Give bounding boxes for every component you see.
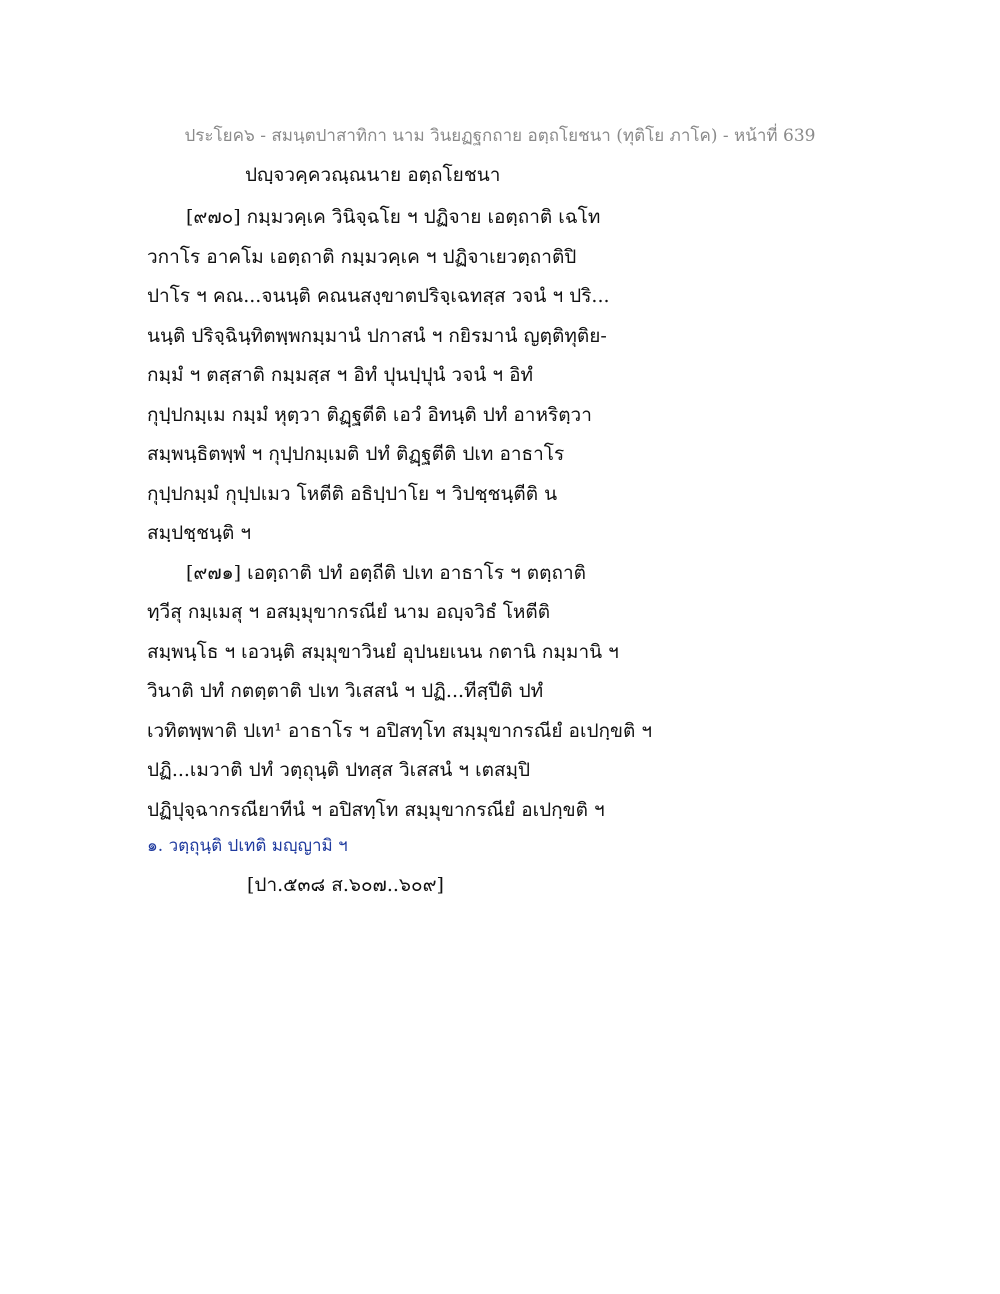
running-header: ประโยค๖ - สมนฺตปาสาทิกา นาม วินยฏฐกถาย อตฺถโยชนา (ทุติโย ภาโค) - หน้าที่ 639: [184, 126, 816, 146]
text-line: สมฺปชฺชนฺติ ฯ: [147, 522, 252, 544]
text-line: กุปฺปกมฺมํ กุปฺปเมว โหตีติ อธิปฺปาโย ฯ วิปชฺชนฺตีติ น: [147, 482, 558, 505]
text-line: สมฺพนฺโธ ฯ เอวนฺติ สมฺมุขาวินยํ อุปนยเนน กตานิ กมฺมานิ ฯ: [147, 640, 619, 663]
body-text: [147, 198, 667, 830]
text-line: กุปฺปกมฺเม กมฺมํ หุตฺวา ติฏฺฐตีติ เอวํ อิทนฺติ ปทํ อาหริตฺวา: [147, 403, 592, 426]
paragraph-970: [147, 198, 667, 554]
text-line: วินาติ ปทํ กตตฺตาติ ปเท วิเสสนํ ฯ ปฏิ...ทีสฺปีติ ปทํ: [147, 680, 544, 702]
text-line: ปาโร ฯ คณ...จนนฺติ คณนสงฺขาตปริจฺเฉทสฺส วจนํ ฯ ปริ...: [147, 285, 610, 307]
text-line: [๙๗๑] เอตฺถาติ ปทํ อตฺถีติ ปเท อาธาโร ฯ ตตฺถาติ: [186, 561, 586, 584]
page-reference: [ปา.๕๓๘ ส.๖๐๗..๖๐๙]: [247, 874, 444, 896]
text-line: สมฺพนฺธิตพฺพํ ฯ กุปฺปกมฺเมติ ปทํ ติฏฺฐตีติ ปเท อาธาโร: [147, 443, 565, 465]
text-line: วกาโร อาคโม เอตฺถาติ กมฺมวคฺเค ฯ ปฏิจาเยวตฺถาติปิ: [147, 245, 577, 268]
text-line: กมฺมํ ฯ ตสฺสาติ กมฺมสฺส ฯ อิทํ ปุนปฺปุนํ วจนํ ฯ อิทํ: [147, 364, 534, 386]
text-line: ทฺวีสุ กมฺเมสุ ฯ อสมฺมุขากรณียํ นาม อญฺจวิธํ โหตีติ: [147, 601, 551, 623]
text-line: ปฏิ...เมวาติ ปทํ วตฺถุนฺติ ปทสฺส วิเสสนํ ฯ เตสมฺปิ: [147, 759, 531, 781]
text-line: ปฏิปุจฺฉากรณียาทีนํ ฯ อปิสทฺโท สมฺมุขากรณียํ อเปกฺขติ ฯ: [147, 798, 605, 821]
text-line: นนฺติ ปริจฺฉินฺทิตพฺพกมฺมานํ ปกาสนํ ฯ กยิรมานํ ญตฺติทุติย-: [147, 324, 607, 347]
paragraph-971: [147, 554, 667, 831]
text-line: เวทิตพฺพาติ ปเท¹ อาธาโร ฯ อปิสทฺโท สมฺมุขากรณียํ อเปกฺขติ ฯ: [147, 719, 653, 742]
footnote: ๑. วตฺถุนฺติ ปเทติ มญฺญามิ ฯ: [147, 836, 348, 856]
section-title: ปญฺจวคฺควณฺณนาย อตฺถโยชนา: [245, 164, 501, 186]
text-line: [๙๗๐] กมฺมวคฺเค วินิจฺฉโย ฯ ปฏิจาย เอตฺถาติ เฉโท: [186, 206, 601, 228]
